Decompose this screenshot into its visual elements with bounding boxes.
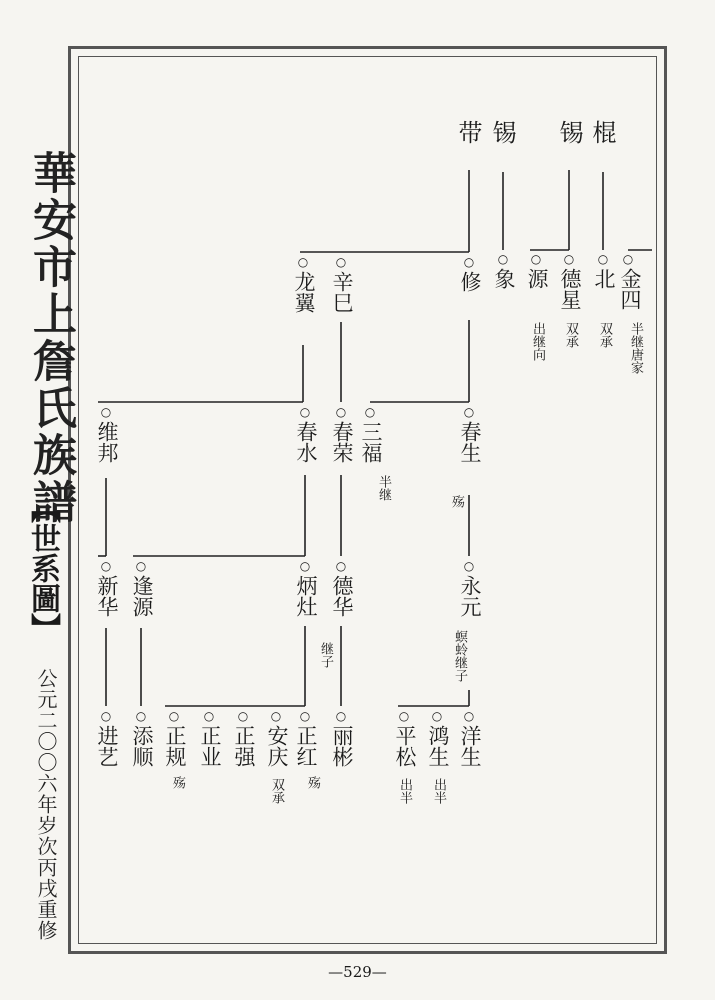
gen2-node: ○ bbox=[563, 252, 575, 266]
revision-date: 公元二〇〇六年岁次丙戌重修 bbox=[34, 668, 58, 941]
gen5-yangsheng-name: 洋生 bbox=[458, 725, 482, 767]
gen5-zhenghong-name: 正红 bbox=[294, 725, 318, 767]
gen2-node: ○ bbox=[622, 252, 634, 266]
gen3-node: ○ bbox=[364, 405, 376, 419]
gen2-longyi-name: 龙翼 bbox=[292, 271, 316, 313]
gen1-xi-name: 锡 bbox=[555, 120, 583, 144]
gen5-zhenghong-note: 殇 bbox=[305, 776, 320, 789]
gen5-node: ○ bbox=[335, 709, 347, 723]
gen5-zhengqiang-name: 正强 bbox=[232, 725, 256, 767]
gen1-kun-name: 棍 bbox=[588, 120, 616, 144]
gen2-jinsi-note: 半继唐家 bbox=[628, 322, 643, 374]
gen2-xiu-name: 修 bbox=[458, 271, 482, 292]
gen2-node: ○ bbox=[597, 252, 609, 266]
gen3-sanfu-note: 半继 bbox=[376, 475, 391, 501]
gen4-node: ○ bbox=[135, 559, 147, 573]
gen4-fengyuan-name: 逢源 bbox=[130, 575, 154, 617]
section-label: 【世系圖】 bbox=[25, 493, 60, 643]
gen2-bei-name: 北 bbox=[592, 268, 616, 289]
book-title: 華安市上詹氏族譜 bbox=[25, 150, 76, 526]
gen5-zhengye-name: 正业 bbox=[198, 725, 222, 767]
gen2-node: ○ bbox=[497, 252, 509, 266]
gen2-yuan-name: 源 bbox=[525, 268, 549, 289]
gen5-node: ○ bbox=[299, 709, 311, 723]
gen3-sanfu-name: 三福 bbox=[359, 421, 383, 463]
gen4-node: ○ bbox=[335, 559, 347, 573]
gen2-jinsi-name: 金四 bbox=[618, 268, 642, 310]
gen3-weibang-name: 维邦 bbox=[95, 421, 119, 463]
gen4-bingzao-name: 炳灶 bbox=[294, 575, 318, 617]
gen5-node: ○ bbox=[203, 709, 215, 723]
gen2-dexing-name: 德星 bbox=[558, 268, 582, 310]
gen3-node: ○ bbox=[463, 405, 475, 419]
gen5-pingsong-name: 平松 bbox=[393, 725, 417, 767]
gen5-node: ○ bbox=[135, 709, 147, 723]
gen2-xiang-name: 象 bbox=[492, 268, 516, 289]
gen5-node: ○ bbox=[237, 709, 249, 723]
gen3-chunshui-name: 春水 bbox=[294, 421, 318, 463]
gen5-node: ○ bbox=[463, 709, 475, 723]
gen5-node: ○ bbox=[431, 709, 443, 723]
gen5-anqing-note: 双承 bbox=[269, 778, 284, 804]
page-number: —529— bbox=[328, 963, 387, 981]
gen3-node: ○ bbox=[100, 405, 112, 419]
gen2-xinsi-name: 辛巳 bbox=[330, 271, 354, 313]
gen5-libin-name: 丽彬 bbox=[330, 725, 354, 767]
gen4-yongyuan-name: 永元 bbox=[458, 575, 482, 617]
gen2-dexing-note: 双承 bbox=[563, 322, 578, 348]
gen5-tianshun-name: 添顺 bbox=[130, 725, 154, 767]
gen5-pingsong-note: 出半 bbox=[397, 778, 412, 804]
gen2-node: ○ bbox=[530, 252, 542, 266]
gen4-node: ○ bbox=[299, 559, 311, 573]
gen5-jinyi-name: 进艺 bbox=[95, 725, 119, 767]
gen5-hongsheng-name: 鸿生 bbox=[426, 725, 450, 767]
gen4-dehua-note: 继子 bbox=[318, 642, 333, 668]
gen2-bei-note: 双承 bbox=[597, 322, 612, 348]
gen4-dehua-name: 德华 bbox=[330, 575, 354, 617]
gen2-yuan-note: 出继向 bbox=[530, 322, 545, 361]
gen5-node: ○ bbox=[270, 709, 282, 723]
gen4-yongyuan-note: 螟蛉继子 bbox=[452, 630, 467, 682]
gen4-node: ○ bbox=[463, 559, 475, 573]
gen1-xi2-name: 锡 bbox=[488, 120, 516, 144]
gen5-zhenggui-note: 殇 bbox=[170, 776, 185, 789]
gen3-chunsheng-name: 春生 bbox=[458, 421, 482, 463]
gen2-node: ○ bbox=[463, 255, 475, 269]
gen2-node: ○ bbox=[297, 255, 309, 269]
gen3-node: ○ bbox=[299, 405, 311, 419]
gen5-node: ○ bbox=[398, 709, 410, 723]
gen5-node: ○ bbox=[168, 709, 180, 723]
gen4-node: ○ bbox=[100, 559, 112, 573]
gen1-dai-name: 带 bbox=[454, 120, 482, 144]
gen3-chunrong-name: 春荣 bbox=[330, 421, 354, 463]
gen5-node: ○ bbox=[100, 709, 112, 723]
gen3-node: ○ bbox=[335, 405, 347, 419]
gen5-zhenggui-name: 正规 bbox=[163, 725, 187, 767]
gen2-node: ○ bbox=[335, 255, 347, 269]
gen4-xinhua-name: 新华 bbox=[95, 575, 119, 617]
gen3-chunsheng-note: 殇 bbox=[449, 495, 464, 508]
gen5-hongsheng-note: 出半 bbox=[431, 778, 446, 804]
gen5-anqing-name: 安庆 bbox=[265, 725, 289, 767]
